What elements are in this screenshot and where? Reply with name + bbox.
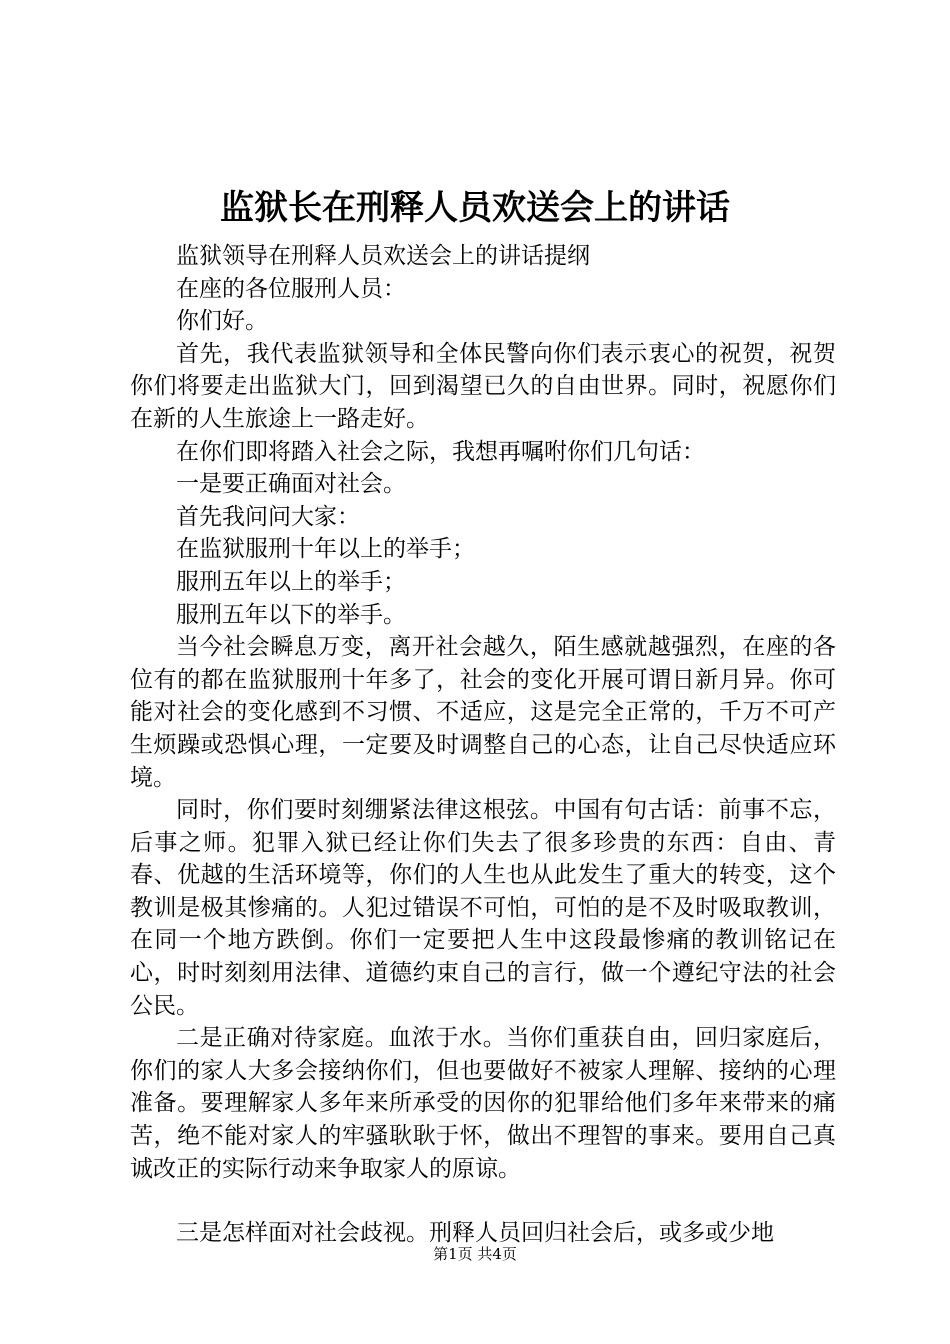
paragraph-point-two-family: 二是正确对待家庭。血浓于水。当你们重获自由，回归家庭后，你们的家人大多会接纳你们，但也要做好不被家人理解、接纳的心理准备。要理解家人多年来所承受的因你的犯罪给他们多年来带来的痛苦，绝不能对家人的牢骚耿耿于怀，做出不理智的事来。要用自己真诚改正的实际行动来争取家人的原谅。 [130, 1025, 836, 1182]
document-body [130, 240, 836, 1250]
paragraph-congratulations: 首先，我代表监狱领导和全体民警向你们表示衷心的祝贺，祝贺你们将要走出监狱大门，回到渴望已久的自由世界。同时，祝愿你们在新的人生旅途上一路走好。 [130, 340, 836, 432]
paragraph-salutation: 在座的各位服刑人员： [176, 275, 406, 302]
document-title: 监狱长在刑释人员欢送会上的讲话 [220, 188, 730, 228]
paragraph-law: 同时，你们要时刻绷紧法律这根弦。中国有句古话：前事不忘，后事之师。犯罪入狱已经让你们失去了很多珍贵的东西：自由、青春、优越的生活环境等，你们的人生也从此发生了重大的转变，这个教训是极其惨痛的。人犯过错误不可怕，可怕的是不及时吸取教训，在同一个地方跌倒。你们一定要把人生中这段最惨痛的教训铭记在心，时时刻刻用法律、道德约束自己的言行，做一个遵纪守法的社会公民。 [130, 797, 836, 1019]
paragraph-five-years-above: 服刑五年以上的举手； [176, 568, 406, 595]
paragraph-ten-years: 在监狱服刑十年以上的举手； [176, 536, 475, 563]
paragraph-question: 首先我问问大家： [176, 503, 360, 530]
page-footer: 第1页 共4页 [433, 1245, 517, 1263]
paragraph-point-one: 一是要正确面对社会。 [176, 471, 406, 498]
paragraph-society-change: 当今社会瞬息万变，离开社会越久，陌生感就越强烈，在座的各位有的都在监狱服刑十年多了，社会的变化开展可谓日新月异。你可能对社会的变化感到不习惯、不适应，这是完全正常的，千万不可产生烦躁或恐惧心理，一定要及时调整自己的心态，让自己尽快适应环境。 [130, 634, 836, 791]
paragraph-outline-heading: 监狱领导在刑释人员欢送会上的讲话提纲 [176, 243, 590, 269]
paragraph-five-years-below: 服刑五年以下的举手。 [176, 601, 406, 628]
paragraph-advice-intro: 在你们即将踏入社会之际，我想再嘱咐你们几句话： [176, 438, 705, 465]
paragraph-greeting: 你们好。 [176, 308, 268, 335]
paragraph-point-three-discrimination: 三是怎样面对社会歧视。刑释人员回归社会后，或多或少地 [176, 1220, 774, 1247]
